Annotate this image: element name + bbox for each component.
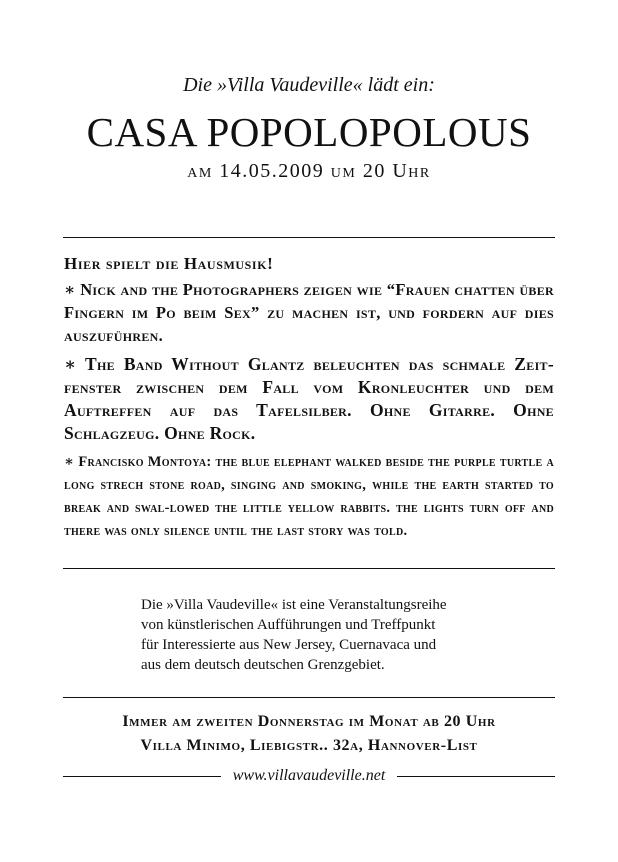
about-line: von künstlerischen Aufführungen und Treffpunkt	[141, 617, 436, 633]
about-text	[141, 595, 486, 675]
divider-bottom	[63, 697, 555, 698]
act-nick-and-the-photographers: ∗ Nick and the Photographers zeigen wie “Frauen chatten über Fingern im Po beim Sex” zu machen ist, und fordern auf dies auszuführen.	[64, 280, 554, 345]
about-line: Die »Villa Vaudeville« ist eine Veranstaltungsreihe	[141, 597, 447, 613]
event-date: am 14.05.2009 um 20 Uhr	[187, 160, 431, 182]
address-line: Villa Minimo, Liebigstr.. 32a, Hannover-List	[140, 737, 478, 754]
event-title: CASA POPOLOPOLOUS	[86, 109, 532, 155]
music-section	[64, 252, 554, 543]
about-line: aus dem deutsch deutschen Grenzgebiet.	[141, 657, 385, 673]
website-rule-right	[397, 776, 555, 777]
website-rule-left	[63, 776, 221, 777]
act-francisko-montoya: ∗ Francisko Montoya: the blue elephant walked beside the purple turtle a long strech stone road, singing and smoking, while the earth started to break and swal-lowed the little yellow rabbits. the lights turn off and there was only silence until the last story was told.	[64, 454, 554, 539]
divider-middle	[63, 568, 555, 569]
music-heading: Hier spielt die Hausmusik!	[64, 254, 274, 273]
divider-top	[63, 237, 555, 238]
about-line: für Interessierte aus New Jersey, Cuernavaca und	[141, 637, 437, 653]
website-row	[63, 764, 555, 788]
act-band-without-glantz: ∗ The Band Without Glantz beleuchten das schmale Zeit-fenster zwischen dem Fall vom Kronleuchter und dem Auftreffen auf das Tafelsilber. Ohne Gitarre. Ohne Schlagzeug. Ohne Rock.	[64, 354, 554, 443]
invitation-line: Die »Villa Vaudeville« lädt ein:	[183, 74, 435, 96]
website-link[interactable]: www.villavaudeville.net	[232, 767, 386, 784]
schedule-line: Immer am zweiten Donnerstag im Monat ab 20 Uhr	[122, 713, 496, 730]
